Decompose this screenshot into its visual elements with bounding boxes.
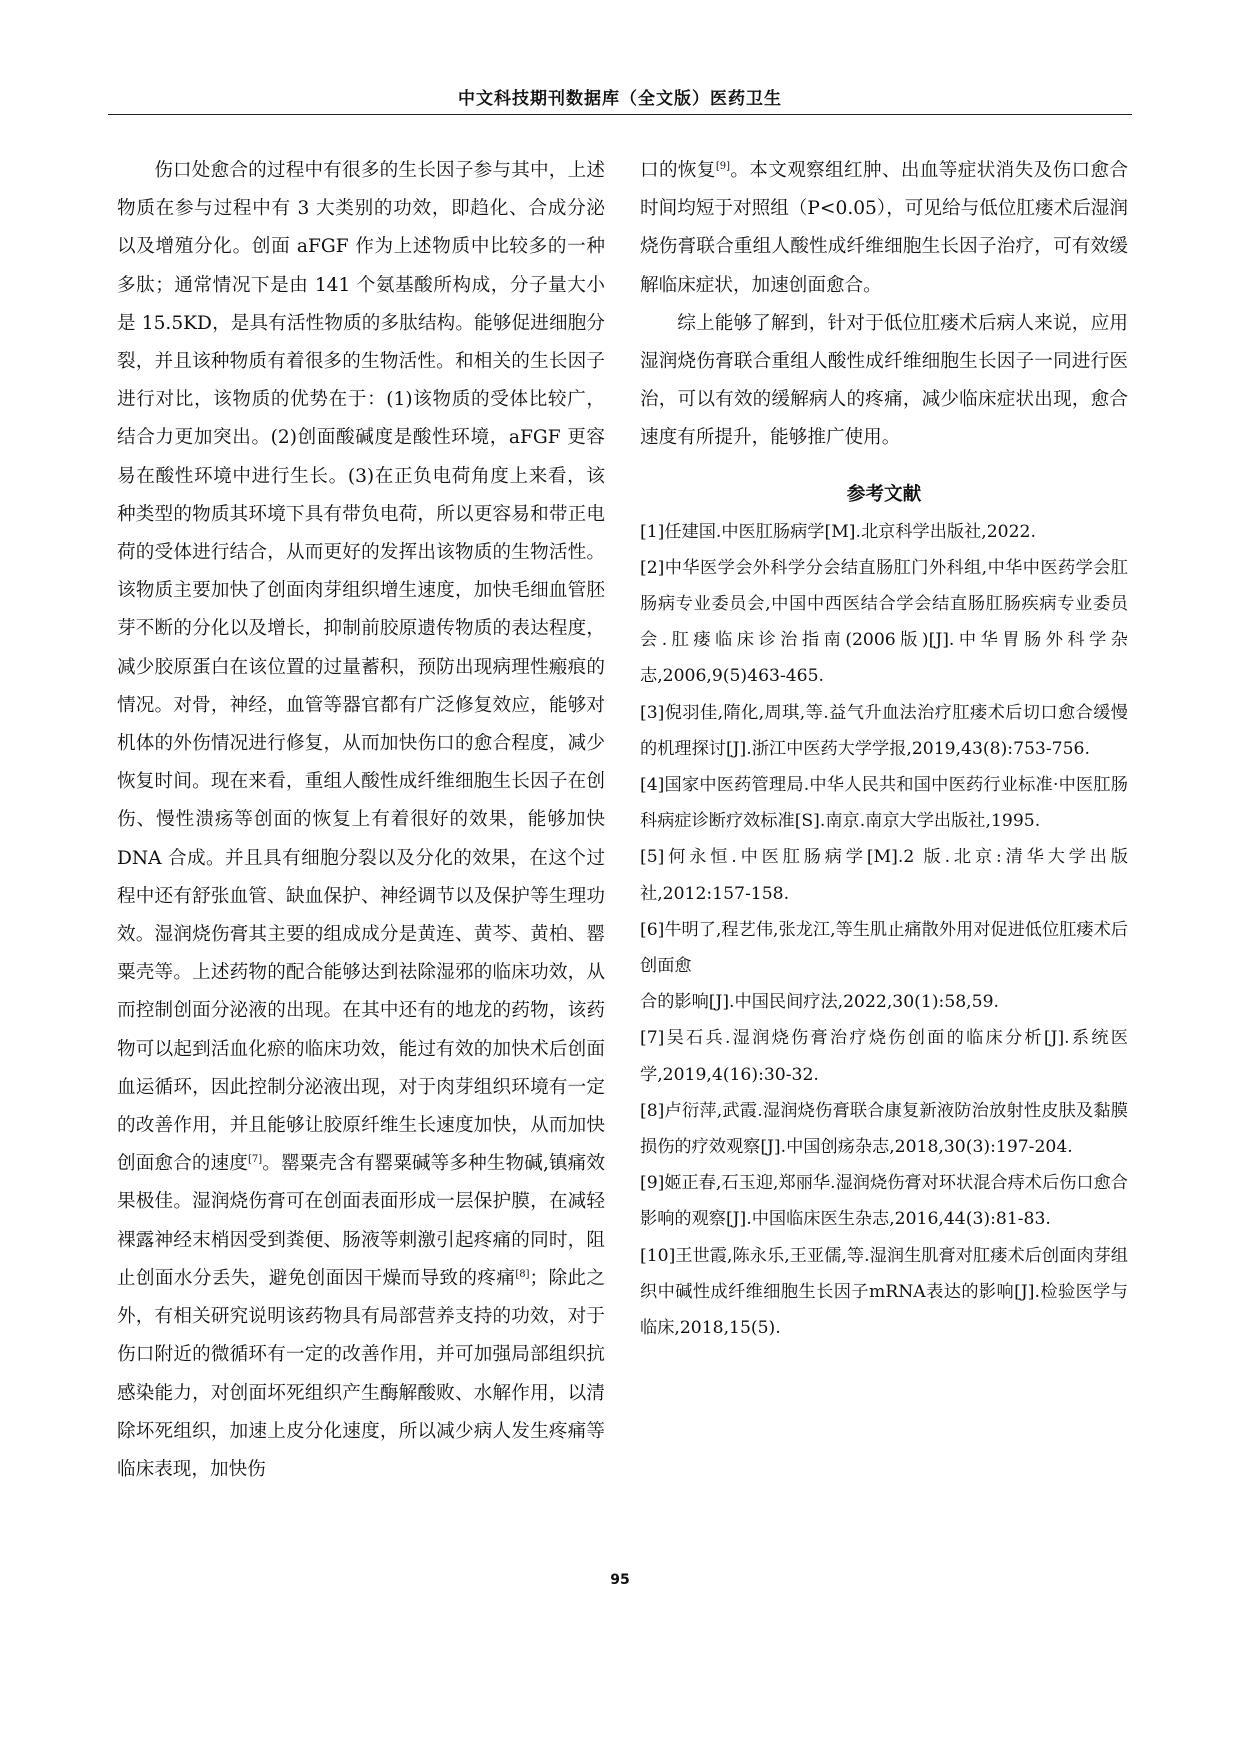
reference-item: [3]倪羽佳,隋化,周琪,等.益气升血法治疗肛瘘术后切口愈合缓慢的机理探讨[J].浙江中医药大学学报,2019,43(8):753-756. bbox=[640, 702, 1128, 759]
body-paragraph-left bbox=[117, 152, 605, 1489]
citation-9: [9] bbox=[715, 160, 730, 172]
header-rule bbox=[108, 114, 1132, 115]
page-number: 95 bbox=[610, 1572, 630, 1588]
reference-item: [5]何永恒.中医肛肠病学[M].2 版.北京:清华大学出版社,2012:157-158. bbox=[640, 847, 1128, 904]
right-column bbox=[640, 152, 1128, 1346]
citation-7: [7] bbox=[247, 1154, 263, 1166]
citation-8: [8] bbox=[515, 1268, 530, 1280]
references-list bbox=[640, 514, 1128, 1347]
body-text: 。本文观察组红肿、出血等症状消失及伤口愈合时间均短于对照组（P<0.05），可见给与低位肛瘘术后湿润烧伤膏联合重组人酸性成纤维细胞生长因子治疗，可有效缓解临床症状，加速创面愈合。 bbox=[640, 160, 1128, 296]
reference-item: [7]吴石兵.湿润烧伤膏治疗烧伤创面的临床分析[J].系统医学,2019,4(16):30-32. bbox=[640, 1028, 1128, 1085]
references-heading: 参考文献 bbox=[846, 483, 922, 505]
reference-item: [1]任建国.中医肛肠病学[M].北京科学出版社,2022. bbox=[640, 521, 1036, 542]
body-text: 。罂粟壳含有罂粟碱等多种生物碱,镇痛效果极佳。湿润烧伤膏可在创面表面形成一层保护膜，在减轻裸露神经末梢因受到粪便、肠液等刺激引起疼痛的同时，阻止创面水分丢失，避免创面因干燥而导致的疼痛 bbox=[117, 1153, 605, 1289]
reference-item: [4]国家中医药管理局.中华人民共和国中医药行业标准·中医肛肠科病症诊断疗效标准[S].南京.南京大学出版社,1995. bbox=[640, 775, 1128, 832]
left-column bbox=[117, 152, 605, 1489]
reference-item: 合的影响[J].中国民间疗法,2022,30(1):58,59. bbox=[640, 992, 999, 1013]
conclusion-text: 综上能够了解到，针对于低位肛瘘术后病人来说，应用湿润烧伤膏联合重组人酸性成纤维细胞生长因子一同进行医治，可以有效的缓解病人的疼痛，减少临床症状出现，愈合速度有所提升，能够推广使用。 bbox=[640, 312, 1128, 449]
reference-item: [8]卢衍萍,武霞.湿润烧伤膏联合康复新液防治放射性皮肤及黏膜损伤的疗效观察[J].中国创疡杂志,2018,30(3):197-204. bbox=[640, 1100, 1128, 1158]
body-paragraph-right-2 bbox=[640, 305, 1128, 458]
journal-header-title: 中文科技期刊数据库（全文版）医药卫生 bbox=[458, 89, 782, 109]
reference-item: [10]王世霞,陈永乐,王亚儒,等.湿润生肌膏对肛瘘术后创面肉芽组织中碱性成纤维细胞生长因子mRNA表达的影响[J].检验医学与临床,2018,15(5). bbox=[640, 1245, 1128, 1339]
reference-item: [2]中华医学会外科学分会结直肠肛门外科组,中华中医药学会肛肠病专业委员会,中国中西医结合学会结直肠肛肠疾病专业委员会.肛瘘临床诊治指南(2006版)[J].中华胃肠外科学杂志,2006,9(5)463-465. bbox=[640, 557, 1128, 687]
body-text: ；除此之外，有相关研究说明该药物具有局部营养支持的功效，对于伤口附近的微循环有一定的改善作用，并可加强局部组织抗感染能力，对创面坏死组织产生酶解酸败、水解作用，以清除坏死组织，加速上皮分化速度，所以减少病人发生疼痛等临床表现，加快伤 bbox=[117, 1267, 605, 1480]
reference-item: [9]姬正春,石玉迎,郑丽华.湿润烧伤膏对环状混合痔术后伤口愈合影响的观察[J].中国临床医生杂志,2016,44(3):81-83. bbox=[640, 1173, 1128, 1230]
body-text: 伤口处愈合的过程中有很多的生长因子参与其中，上述物质在参与过程中有 3 大类别的功效，即趋化、合成分泌以及增殖分化。创面 aFGF 作为上述物质中比较多的一种多肽；通常情况下是由 141 个氨基酸所构成，分子量大小是 15.5KD，是具有活性物质的多肽结构。能够促进细胞分裂，并且该种物质有着很多的生物活性。和相关的生长因子进行对比，该物质的优势在于：(1)该物质的受体比较广，结合力更加突出。(2)创面酸碱度是酸性环境，aFGF 更容易在酸性环境中进行生长。(3)在正负电荷角度上来看，该种类型的物质其环境下具有带负电荷，所以更容易和带正电荷的受体进行结合，从而更好的发挥出该物质的生物活性。该物质主要加快了创面肉芽组织增生速度，加快毛细血管胚芽不断的分化以及增长，抑制前胶原遗传物质的表达程度，减少胶原蛋白在该位置的过量蓄积，预防出现病理性瘢痕的情况。对骨，神经，血管等器官都有广泛修复效应，能够对机体的外伤情况进行修复，从而加快伤口的愈合程度，减少恢复时间。现在来看，重组人酸性成纤维细胞生长因子在创伤、慢性溃疡等创面的恢复上有着很好的效果，能够加快 DNA 合成。并且具有细胞分裂以及分化的效果，在这个过程中还有舒张血管、缺血保护、神经调节以及保护等生理功效。湿润烧伤膏其主要的组成成分是黄连、黄芩、黄柏、罂粟壳等。上述药物的配合能够达到祛除湿邪的临床功效，从而控制创面分泌液的出现。在其中还有的地龙的药物，该药物可以起到活血化瘀的临床功效，能过有效的加快术后创面血运循环，因此控制分泌液出现，对于肉芽组织环境有一定的改善作用，并且能够让胶原纤维生长速度加快，从而加快创面愈合的速度 bbox=[117, 160, 605, 1175]
body-paragraph-right-1 bbox=[640, 152, 1128, 305]
body-text: 口的恢复 bbox=[640, 160, 716, 181]
reference-item: [6]牛明了,程艺伟,张龙江,等生肌止痛散外用对促进低位肛瘘术后创面愈 bbox=[640, 919, 1128, 977]
